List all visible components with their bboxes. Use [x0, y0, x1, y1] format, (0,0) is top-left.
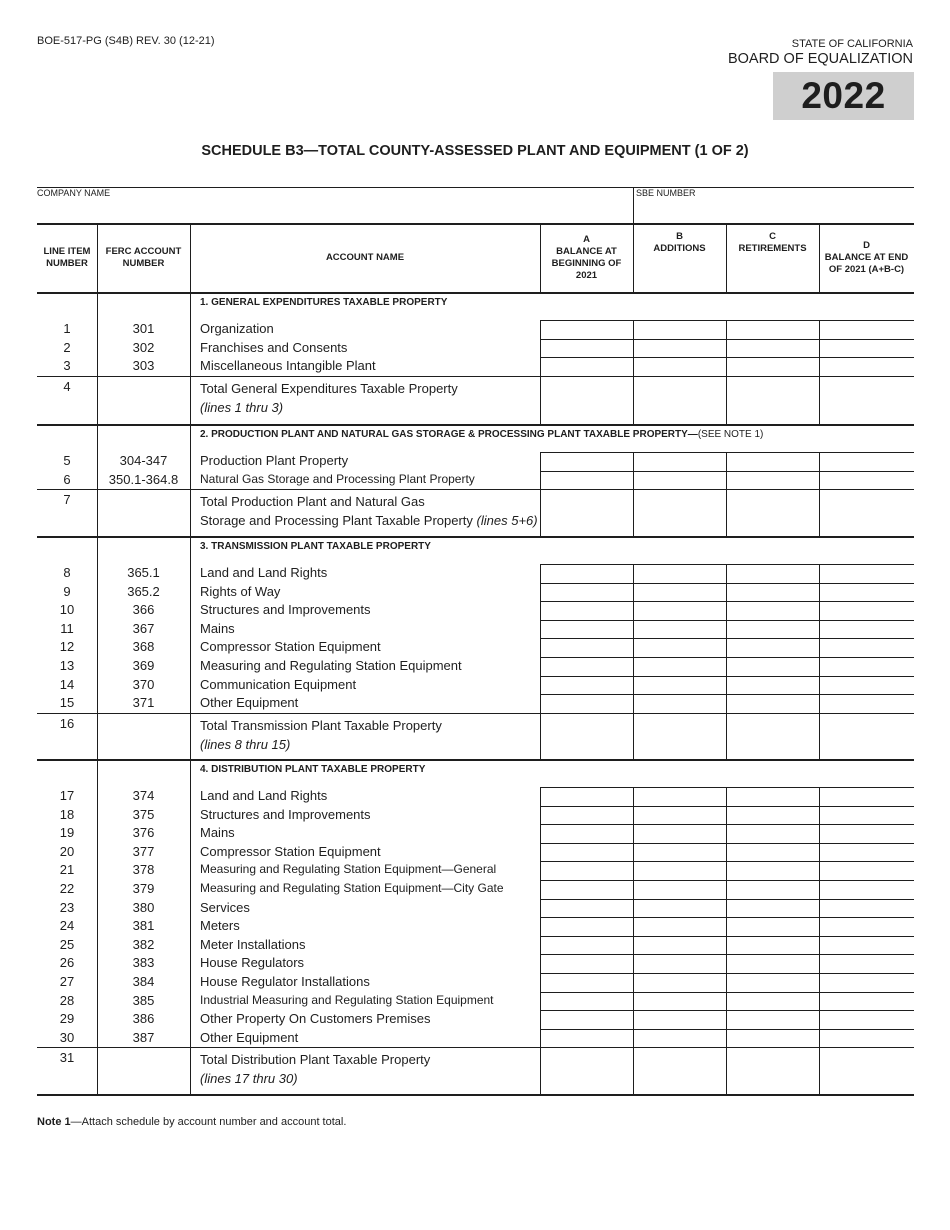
input-col-d[interactable]: [820, 602, 913, 619]
input-col-b[interactable]: [634, 677, 725, 694]
ferc-account-number: 366: [132, 602, 155, 618]
ferc-account-number: 387: [132, 1029, 155, 1045]
input-col-b[interactable]: [634, 658, 725, 675]
account-name: Other Equipment: [200, 1029, 299, 1045]
total-input-col-a[interactable]: [541, 377, 632, 423]
total-input-col-a[interactable]: [541, 714, 632, 758]
input-col-b[interactable]: [634, 453, 725, 470]
input-col-a[interactable]: [541, 639, 632, 656]
input-col-d[interactable]: [820, 584, 913, 601]
account-name: Mains: [200, 620, 235, 636]
input-col-b[interactable]: [634, 825, 725, 842]
col-header-b: B ADDITIONS: [653, 231, 706, 254]
account-name: Organization: [200, 321, 274, 336]
input-col-b[interactable]: [634, 565, 725, 582]
section-divider-ferc: [190, 759, 191, 1094]
line-item-number: 13: [59, 658, 75, 673]
input-col-d[interactable]: [820, 321, 913, 338]
ferc-account-number: 379: [132, 881, 155, 896]
total-label-line1: Total Transmission Plant Taxable Property: [200, 717, 442, 733]
input-col-d[interactable]: [820, 639, 913, 656]
input-col-b[interactable]: [634, 1030, 725, 1047]
input-col-d[interactable]: [820, 993, 913, 1010]
footnote-label: Note 1: [37, 1116, 71, 1128]
input-col-c[interactable]: [727, 807, 818, 824]
ferc-account-number: 385: [132, 992, 155, 1008]
account-name: Land and Land Rights: [200, 565, 328, 580]
input-col-d[interactable]: [820, 453, 913, 470]
line-item-number: 25: [59, 936, 75, 952]
input-col-b[interactable]: [634, 321, 725, 338]
account-name: Compressor Station Equipment: [200, 639, 381, 655]
ferc-account-number: 369: [132, 658, 155, 673]
input-col-c[interactable]: [727, 974, 818, 991]
ferc-account-number: 302: [132, 339, 155, 355]
input-col-c[interactable]: [727, 358, 818, 375]
ferc-account-number: 365.1: [127, 565, 160, 580]
total-label-line1: Total General Expenditures Taxable Property: [200, 380, 458, 396]
input-col-a[interactable]: [541, 358, 632, 375]
input-col-d[interactable]: [820, 472, 913, 489]
total-line-number: 16: [59, 715, 75, 731]
input-col-d[interactable]: [820, 844, 913, 861]
input-col-a[interactable]: [541, 844, 632, 861]
input-col-a[interactable]: [541, 695, 632, 712]
line-item-number: 14: [59, 676, 75, 692]
account-name: Meter Installations: [200, 936, 306, 952]
ferc-account-number: 301: [132, 321, 155, 336]
ferc-account-number: 367: [132, 620, 155, 636]
total-line-number: 31: [59, 1050, 75, 1066]
section-divider-ferc: [190, 292, 191, 424]
total-input-col-c[interactable]: [727, 377, 818, 423]
input-col-a[interactable]: [541, 658, 632, 675]
input-col-c[interactable]: [727, 584, 818, 601]
input-col-c[interactable]: [727, 621, 818, 638]
total-label-range: (lines 1 thru 3): [200, 399, 284, 415]
footnote-text: —Attach schedule by account number and account total.: [70, 1116, 347, 1128]
ferc-account-number: 383: [132, 955, 155, 971]
account-name: Meters: [200, 918, 240, 934]
total-input-col-b[interactable]: [634, 490, 725, 535]
input-col-b[interactable]: [634, 340, 725, 357]
input-col-a[interactable]: [541, 472, 632, 489]
input-col-b[interactable]: [634, 955, 725, 972]
ferc-account-number: 304-347: [119, 453, 168, 468]
input-col-b[interactable]: [634, 621, 725, 638]
total-input-col-b[interactable]: [634, 377, 725, 423]
account-name: Other Equipment: [200, 695, 299, 711]
section-heading: [200, 541, 431, 552]
col-header-a: A BALANCE AT BEGINNING OF 2021: [551, 233, 622, 281]
input-col-c[interactable]: [727, 639, 818, 656]
ferc-account-number: 375: [132, 806, 155, 822]
account-name: Mains: [200, 825, 235, 841]
input-col-a[interactable]: [541, 621, 632, 638]
total-input-col-c[interactable]: [727, 490, 818, 535]
input-col-b[interactable]: [634, 937, 725, 954]
total-input-col-b[interactable]: [634, 1048, 725, 1093]
col-header-c: C RETIREMENTS: [738, 231, 807, 254]
input-col-a[interactable]: [541, 321, 632, 338]
account-name: Land and Land Rights: [200, 788, 328, 803]
input-col-b[interactable]: [634, 472, 725, 489]
header-column-divider: [97, 223, 98, 292]
input-col-d[interactable]: [820, 900, 913, 917]
input-col-d[interactable]: [820, 918, 913, 935]
line-item-number: 28: [59, 992, 75, 1008]
field-divider: [633, 187, 634, 223]
input-col-a[interactable]: [541, 993, 632, 1010]
input-col-c[interactable]: [727, 321, 818, 338]
input-col-d[interactable]: [820, 695, 913, 712]
total-label: [200, 1050, 430, 1088]
total-label-line2: [200, 1069, 430, 1088]
input-col-b[interactable]: [634, 862, 725, 879]
line-item-number: 29: [59, 1011, 75, 1027]
total-input-col-c[interactable]: [727, 1048, 818, 1093]
account-name: Other Property On Customers Premises: [200, 1011, 431, 1027]
input-col-c[interactable]: [727, 788, 818, 805]
input-col-d[interactable]: [820, 825, 913, 842]
input-col-a[interactable]: [541, 1030, 632, 1047]
ferc-account-number: 371: [132, 695, 155, 711]
line-item-number: 6: [63, 471, 71, 487]
ferc-account-number: 377: [132, 843, 155, 859]
line-item-number: 5: [63, 453, 71, 468]
total-input-col-a[interactable]: [541, 1048, 632, 1093]
input-col-d[interactable]: [820, 677, 913, 694]
account-name: Communication Equipment: [200, 676, 357, 692]
input-col-b[interactable]: [634, 993, 725, 1010]
col-header-account-name: ACCOUNT NAME: [325, 251, 405, 263]
input-col-c[interactable]: [727, 472, 818, 489]
input-col-b[interactable]: [634, 358, 725, 375]
input-col-a[interactable]: [541, 955, 632, 972]
line-item-number: 15: [59, 695, 75, 711]
total-input-col-b[interactable]: [634, 714, 725, 758]
section-bottom-rule: [37, 1094, 914, 1096]
input-col-b[interactable]: [634, 639, 725, 656]
input-col-c[interactable]: [727, 1030, 818, 1047]
input-col-c[interactable]: [727, 695, 818, 712]
state-label: STATE OF CALIFORNIA: [791, 38, 913, 50]
input-col-a[interactable]: [541, 974, 632, 991]
line-item-number: 23: [59, 899, 75, 915]
input-col-d[interactable]: [820, 621, 913, 638]
input-col-c[interactable]: [727, 862, 818, 879]
input-col-a[interactable]: [541, 584, 632, 601]
total-label-line1: Total Production Plant and Natural Gas: [200, 494, 425, 510]
input-col-d[interactable]: [820, 788, 913, 805]
total-input-col-d[interactable]: [820, 1048, 913, 1093]
line-item-number: 1: [63, 321, 71, 336]
account-name: Structures and Improvements: [200, 806, 371, 822]
input-col-d[interactable]: [820, 955, 913, 972]
account-name: Production Plant Property: [200, 453, 349, 468]
col-header-d: D BALANCE AT END OF 2021 (A+B-C): [824, 239, 909, 275]
line-item-number: 10: [59, 602, 75, 618]
line-item-number: 21: [59, 862, 75, 878]
input-col-d[interactable]: [820, 974, 913, 991]
input-col-a[interactable]: [541, 807, 632, 824]
line-item-number: 27: [59, 974, 75, 989]
account-name: Compressor Station Equipment: [200, 843, 381, 859]
input-col-d[interactable]: [820, 565, 913, 582]
input-col-a[interactable]: [541, 918, 632, 935]
total-line-number: 4: [63, 378, 71, 394]
account-name: Franchises and Consents: [200, 339, 348, 355]
ferc-account-number: 365.2: [127, 583, 160, 599]
total-label-range: (lines 17 thru 30): [200, 1071, 298, 1087]
input-col-c[interactable]: [727, 844, 818, 861]
total-input-col-c[interactable]: [727, 714, 818, 758]
input-col-c[interactable]: [727, 993, 818, 1010]
line-item-number: 17: [59, 788, 75, 803]
form-number: BOE-517-PG (S4B) REV. 30 (12-21): [37, 35, 215, 47]
total-label-line2: [200, 511, 538, 530]
line-item-number: 26: [59, 955, 75, 971]
header-column-divider: [819, 223, 820, 292]
total-label: [200, 379, 458, 417]
input-col-c[interactable]: [727, 677, 818, 694]
account-name: Industrial Measuring and Regulating Station Equipment: [200, 992, 494, 1007]
total-input-col-d[interactable]: [820, 377, 913, 423]
header-bottom-rule: [37, 292, 914, 294]
col-header-line-item: LINE ITEM NUMBER: [43, 245, 91, 269]
total-label-range: (lines 8 thru 15): [200, 736, 291, 752]
section-heading-note: (SEE NOTE 1): [697, 429, 764, 440]
header-column-divider: [190, 223, 191, 292]
line-item-number: 24: [59, 918, 75, 934]
company-name-input[interactable]: [37, 200, 631, 222]
ferc-account-number: 386: [132, 1011, 155, 1027]
account-name: Services: [200, 899, 250, 915]
company-name-label: COMPANY NAME: [37, 188, 111, 198]
total-input-col-a[interactable]: [541, 490, 632, 535]
account-name: Structures and Improvements: [200, 602, 371, 618]
ferc-account-number: 368: [132, 639, 155, 655]
board-label: BOARD OF EQUALIZATION: [727, 51, 913, 67]
input-col-c[interactable]: [727, 937, 818, 954]
input-col-d[interactable]: [820, 862, 913, 879]
input-col-d[interactable]: [820, 937, 913, 954]
input-col-a[interactable]: [541, 340, 632, 357]
year-box: 2022: [773, 72, 914, 120]
input-col-d[interactable]: [820, 807, 913, 824]
input-col-a[interactable]: [541, 900, 632, 917]
input-col-b[interactable]: [634, 974, 725, 991]
input-col-d[interactable]: [820, 358, 913, 375]
input-col-a[interactable]: [541, 862, 632, 879]
total-label-line2: [200, 735, 442, 754]
input-col-d[interactable]: [820, 1030, 913, 1047]
input-col-a[interactable]: [541, 453, 632, 470]
input-col-a[interactable]: [541, 937, 632, 954]
ferc-account-number: 384: [132, 974, 155, 989]
line-item-number: 2: [63, 339, 71, 355]
total-input-col-d[interactable]: [820, 714, 913, 758]
total-line-number: 7: [63, 492, 71, 508]
section-heading-text: 4. DISTRIBUTION PLANT TAXABLE PROPERTY: [200, 764, 426, 775]
input-col-c[interactable]: [727, 1011, 818, 1028]
ferc-account-number: 303: [132, 358, 155, 374]
input-col-a[interactable]: [541, 825, 632, 842]
input-col-c[interactable]: [727, 881, 818, 898]
input-col-a[interactable]: [541, 881, 632, 898]
line-item-number: 12: [59, 639, 75, 655]
page-title: SCHEDULE B3—TOTAL COUNTY-ASSESSED PLANT AND EQUIPMENT (1 OF 2): [201, 143, 749, 159]
account-name: House Regulators: [200, 955, 305, 971]
input-col-a[interactable]: [541, 565, 632, 582]
input-col-b[interactable]: [634, 788, 725, 805]
input-col-d[interactable]: [820, 658, 913, 675]
section-heading-text: 3. TRANSMISSION PLANT TAXABLE PROPERTY: [200, 541, 431, 552]
input-col-c[interactable]: [727, 565, 818, 582]
input-col-b[interactable]: [634, 900, 725, 917]
input-col-a[interactable]: [541, 677, 632, 694]
section-heading: [200, 764, 425, 775]
ferc-account-number: 376: [132, 825, 155, 841]
line-item-number: 11: [60, 620, 74, 636]
line-item-number: 9: [63, 583, 71, 599]
col-header-ferc: FERC ACCOUNT NUMBER: [105, 245, 182, 269]
total-label: [200, 492, 538, 530]
line-item-number: 3: [63, 358, 71, 374]
section-bottom-rule: [37, 536, 914, 538]
total-label-range: (lines 5+6): [476, 513, 538, 529]
input-col-b[interactable]: [634, 807, 725, 824]
section-divider-ferc: [190, 536, 191, 759]
line-item-number: 19: [59, 825, 75, 841]
input-col-c[interactable]: [727, 658, 818, 675]
ferc-account-number: 381: [132, 918, 155, 934]
total-label-text: Storage and Processing Plant Taxable Property: [200, 513, 477, 529]
input-col-b[interactable]: [634, 584, 725, 601]
line-item-number: 18: [59, 806, 75, 822]
input-col-b[interactable]: [634, 918, 725, 935]
account-name: Miscellaneous Intangible Plant: [200, 358, 376, 374]
input-col-d[interactable]: [820, 340, 913, 357]
section-divider-ferc: [190, 424, 191, 536]
input-col-c[interactable]: [727, 453, 818, 470]
ferc-account-number: 382: [132, 936, 155, 952]
ferc-account-number: 350.1-364.8: [108, 471, 179, 487]
account-name: House Regulator Installations: [200, 974, 370, 989]
input-col-c[interactable]: [727, 602, 818, 619]
input-col-d[interactable]: [820, 1011, 913, 1028]
input-col-c[interactable]: [727, 955, 818, 972]
input-col-c[interactable]: [727, 918, 818, 935]
account-name: Measuring and Regulating Station Equipment—City Gate: [200, 881, 504, 895]
input-col-a[interactable]: [541, 602, 632, 619]
ferc-account-number: 374: [132, 788, 155, 803]
ferc-account-number: 380: [132, 899, 155, 915]
total-label: [200, 716, 442, 754]
company-field-top-rule: [37, 187, 914, 188]
input-col-b[interactable]: [634, 881, 725, 898]
ferc-account-number: 378: [132, 862, 155, 878]
section-heading-text: 1. GENERAL EXPENDITURES TAXABLE PROPERTY: [200, 297, 448, 308]
sbe-number-input[interactable]: [636, 200, 912, 222]
ferc-account-number: 370: [132, 676, 155, 692]
line-item-number: 22: [59, 881, 75, 896]
footnote: [37, 1116, 346, 1128]
total-label-line2: [200, 398, 458, 417]
line-item-number: 8: [63, 565, 71, 580]
account-name: Natural Gas Storage and Processing Plant Property: [200, 471, 475, 486]
line-item-number: 30: [59, 1029, 75, 1045]
input-col-b[interactable]: [634, 1011, 725, 1028]
sbe-number-label: SBE NUMBER: [636, 188, 696, 198]
account-name: Rights of Way: [200, 583, 281, 599]
account-name: Measuring and Regulating Station Equipment: [200, 658, 462, 673]
section-bottom-rule: [37, 424, 914, 426]
input-col-d[interactable]: [820, 881, 913, 898]
input-col-a[interactable]: [541, 788, 632, 805]
input-col-c[interactable]: [727, 340, 818, 357]
section-bottom-rule: [37, 759, 914, 761]
header-column-divider: [633, 223, 634, 292]
section-heading-text: 2. PRODUCTION PLANT AND NATURAL GAS STORAGE & PROCESSING PLANT TAXABLE PROPERTY—: [200, 429, 698, 440]
header-column-divider: [726, 223, 727, 292]
header-column-divider: [540, 223, 541, 292]
section-heading: [200, 297, 447, 308]
input-col-b[interactable]: [634, 844, 725, 861]
section-heading: [200, 429, 763, 440]
input-col-c[interactable]: [727, 825, 818, 842]
input-col-a[interactable]: [541, 1011, 632, 1028]
line-item-number: 20: [59, 843, 75, 859]
input-col-c[interactable]: [727, 900, 818, 917]
input-col-b[interactable]: [634, 602, 725, 619]
input-col-b[interactable]: [634, 695, 725, 712]
total-input-col-d[interactable]: [820, 490, 913, 535]
account-name: Measuring and Regulating Station Equipment—General: [200, 862, 497, 877]
total-label-line1: Total Distribution Plant Taxable Property: [200, 1052, 431, 1068]
